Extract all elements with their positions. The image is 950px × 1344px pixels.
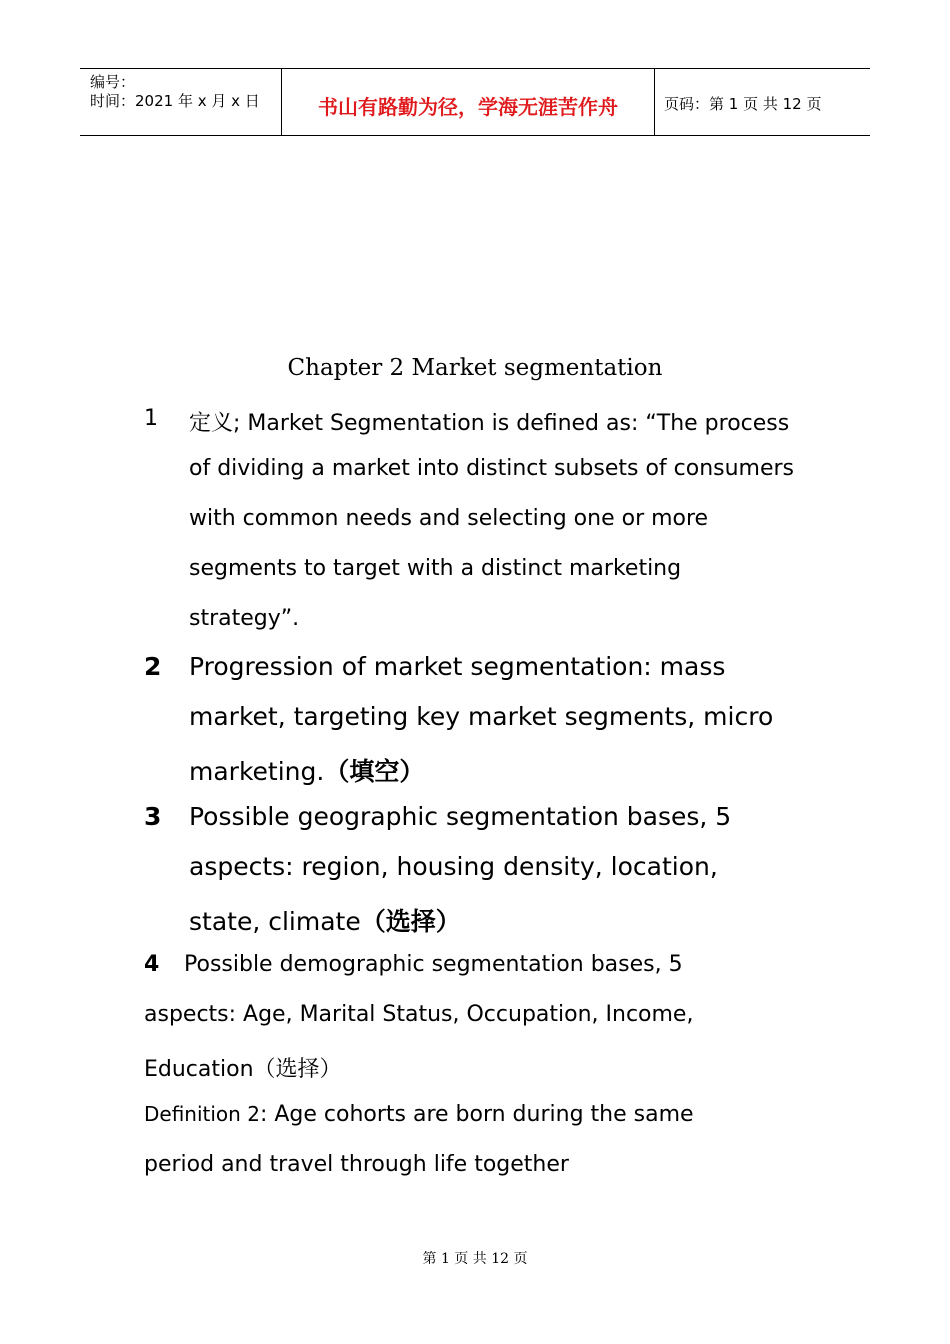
- time-label: 时间：2021 年 x 月 x 日: [90, 92, 260, 110]
- item-line: Possible geographic segmentation bases, 5: [189, 802, 732, 831]
- item-number: 2: [144, 652, 162, 681]
- item-line: marketing.: [189, 757, 325, 786]
- definition-label: Definition 2: [144, 1102, 260, 1126]
- serial-label: 编号：: [90, 73, 136, 91]
- item-line: strategy”.: [189, 606, 300, 631]
- page-info: 页码：第 1 页 共 12 页: [664, 95, 822, 113]
- item-line: segments to target with a distinct marketing: [189, 556, 682, 581]
- item-line: Progression of market segmentation: mass: [189, 652, 726, 681]
- definition-line: period and travel through life together: [144, 1152, 569, 1177]
- item-note: （填空）: [324, 757, 425, 786]
- item-number: 1: [144, 406, 158, 431]
- item-line: ; Market Segmentation is defined as: “The process: [233, 411, 790, 436]
- item-number: 3: [144, 802, 162, 831]
- header-info-cell: [80, 69, 281, 135]
- item-line: aspects: region, housing density, location,: [189, 852, 718, 881]
- page-footer: 第 1 页 共 12 页: [422, 1251, 528, 1267]
- definition-line: : Age cohorts are born during the same: [259, 1102, 694, 1127]
- item-line: Possible demographic segmentation bases, 5: [184, 952, 683, 977]
- chapter-title: Chapter 2 Market segmentation: [287, 355, 663, 381]
- item-line: state, climate: [189, 907, 361, 936]
- header-page-cell: [655, 69, 870, 135]
- header-motto-cell: [281, 69, 655, 135]
- motto: 书山有路勤为径，学海无涯苦作舟: [318, 95, 618, 119]
- item-line: of dividing a market into distinct subsets of consumers: [189, 456, 795, 481]
- item-line: Education: [144, 1057, 254, 1082]
- item-line: aspects: Age, Marital Status, Occupation, Income,: [144, 1002, 694, 1027]
- item-number: 4: [144, 952, 160, 977]
- item-line: with common needs and selecting one or more: [189, 506, 709, 531]
- definition-prefix: 定义: [189, 411, 234, 436]
- item-line: market, targeting key market segments, micro: [189, 702, 774, 731]
- item-note: （选择）: [360, 907, 461, 936]
- page-header: [80, 68, 870, 136]
- item-note: （选择）: [253, 1057, 342, 1082]
